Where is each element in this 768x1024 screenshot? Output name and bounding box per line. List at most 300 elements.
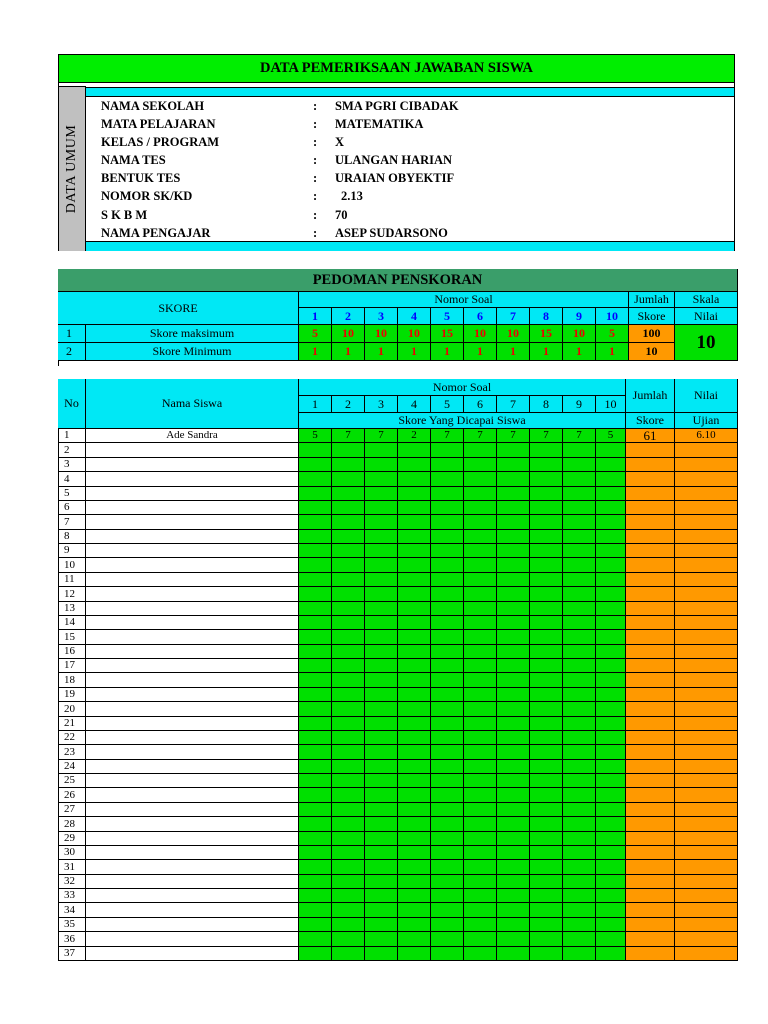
student-score-cell — [596, 717, 626, 731]
student-grade-cell — [675, 817, 738, 832]
achieved-score-header: Skore Yang Dicapai Siswa — [299, 413, 626, 429]
student-score-cell — [365, 487, 398, 501]
guide-score-cell: 1 — [299, 343, 332, 361]
info-colon: : — [313, 226, 318, 240]
student-total-cell — [626, 587, 675, 602]
student-score-cell — [398, 846, 431, 860]
student-score-cell — [596, 788, 626, 803]
student-score-cell — [464, 530, 497, 544]
student-score-cell — [398, 472, 431, 487]
student-total-cell — [626, 688, 675, 702]
student-score-cell — [464, 846, 497, 860]
guide-score-cell: 10 — [332, 325, 365, 343]
question-number-header: 4 — [398, 396, 431, 413]
student-score-cell — [497, 501, 530, 515]
student-score-cell — [365, 602, 398, 616]
student-score-cell — [530, 760, 563, 774]
student-row-number: 29 — [58, 832, 86, 846]
cyan-band-bottom — [86, 241, 734, 251]
student-score-cell — [332, 472, 365, 487]
info-label: NAMA SEKOLAH — [101, 99, 205, 113]
student-score-cell — [299, 860, 332, 875]
student-score-cell — [365, 889, 398, 903]
student-score-cell — [596, 745, 626, 760]
student-score-cell — [596, 530, 626, 544]
student-score-cell — [332, 602, 365, 616]
student-grade-cell — [675, 458, 738, 472]
student-score-cell — [563, 832, 596, 846]
student-score-cell — [563, 745, 596, 760]
student-score-cell — [299, 573, 332, 587]
student-score-cell — [497, 788, 530, 803]
student-row-number: 34 — [58, 903, 86, 918]
student-score-cell — [365, 702, 398, 717]
student-grade-cell — [675, 760, 738, 774]
student-name-cell — [86, 472, 299, 487]
student-score-cell — [563, 501, 596, 515]
student-score-cell — [398, 558, 431, 573]
question-number-header: 10 — [596, 396, 626, 413]
student-name-cell — [86, 875, 299, 889]
student-score-cell — [332, 788, 365, 803]
student-score-cell — [332, 932, 365, 947]
student-score-cell — [365, 947, 398, 961]
question-number-header: 6 — [464, 308, 497, 325]
student-score-cell — [530, 688, 563, 702]
student-score-cell — [596, 832, 626, 846]
student-score-cell — [530, 573, 563, 587]
student-score-cell — [398, 587, 431, 602]
student-score-cell — [398, 544, 431, 558]
student-score-cell — [299, 788, 332, 803]
student-score-cell — [299, 903, 332, 918]
student-row-number: 31 — [58, 860, 86, 875]
question-number-header: 3 — [365, 396, 398, 413]
student-grade-cell — [675, 903, 738, 918]
info-label: BENTUK TES — [101, 171, 181, 185]
cyan-band-top — [86, 87, 734, 97]
student-total-cell: 61 — [626, 429, 675, 443]
student-score-cell — [464, 443, 497, 458]
student-score-cell — [497, 673, 530, 688]
student-score-cell — [431, 558, 464, 573]
student-score-cell — [596, 875, 626, 889]
student-score-cell — [563, 918, 596, 932]
student-score-cell — [530, 860, 563, 875]
student-total-cell — [626, 630, 675, 645]
student-row-number: 23 — [58, 745, 86, 760]
student-score-cell — [596, 817, 626, 832]
student-total-cell — [626, 788, 675, 803]
student-grade-cell — [675, 659, 738, 673]
student-score-cell — [398, 731, 431, 745]
student-score-cell — [464, 602, 497, 616]
student-row-number: 32 — [58, 875, 86, 889]
student-grade-cell — [675, 731, 738, 745]
student-score-cell — [299, 832, 332, 846]
student-score-cell — [497, 573, 530, 587]
student-score-cell — [431, 932, 464, 947]
question-number-header: 6 — [464, 396, 497, 413]
student-grade-cell — [675, 918, 738, 932]
student-total-cell — [626, 501, 675, 515]
student-score-cell — [464, 947, 497, 961]
student-score-cell — [332, 903, 365, 918]
student-score-cell — [530, 903, 563, 918]
student-score-cell — [299, 774, 332, 788]
student-score-cell — [530, 817, 563, 832]
student-score-cell — [464, 832, 497, 846]
student-grade-cell: 6.10 — [675, 429, 738, 443]
info-label: NAMA TES — [101, 153, 166, 167]
student-row-number: 30 — [58, 846, 86, 860]
student-row-number: 15 — [58, 630, 86, 645]
student-score-cell — [365, 745, 398, 760]
student-total-cell — [626, 860, 675, 875]
student-score-cell — [332, 745, 365, 760]
student-row-number: 4 — [58, 472, 86, 487]
student-score-cell — [464, 889, 497, 903]
student-score-cell — [398, 760, 431, 774]
student-score-cell — [530, 602, 563, 616]
guide-score-cell: 10 — [464, 325, 497, 343]
student-score-cell — [497, 846, 530, 860]
guide-score-cell: 1 — [530, 343, 563, 361]
student-grade-cell — [675, 515, 738, 530]
student-score-cell — [299, 875, 332, 889]
student-name-cell — [86, 558, 299, 573]
student-score-cell — [365, 458, 398, 472]
guide-score-cell: 10 — [563, 325, 596, 343]
sheet-title: DATA PEMERIKSAAN JAWABAN SISWA — [59, 55, 734, 83]
student-name-cell: Ade Sandra — [86, 429, 299, 443]
student-total-cell — [626, 846, 675, 860]
guide-row-label: Skore Minimum — [86, 343, 299, 361]
student-score-cell — [365, 788, 398, 803]
info-colon: : — [313, 117, 318, 131]
student-score-cell — [464, 673, 497, 688]
student-score-cell — [563, 760, 596, 774]
student-score-cell — [431, 544, 464, 558]
student-score-cell — [365, 515, 398, 530]
student-score-cell — [365, 530, 398, 544]
info-colon: : — [313, 153, 318, 167]
student-score-cell — [497, 472, 530, 487]
student-score-cell — [431, 817, 464, 832]
student-score-cell — [497, 932, 530, 947]
jumlah-header: Jumlah — [626, 379, 675, 413]
student-score-cell — [530, 832, 563, 846]
student-name-cell — [86, 846, 299, 860]
skore-subheader: Skore — [629, 308, 675, 325]
student-score-cell — [464, 745, 497, 760]
student-name-cell — [86, 788, 299, 803]
student-score-cell — [299, 817, 332, 832]
student-grade-cell — [675, 774, 738, 788]
student-score-cell — [431, 903, 464, 918]
student-score-cell — [497, 458, 530, 472]
student-grade-cell — [675, 745, 738, 760]
student-score-cell — [464, 774, 497, 788]
student-score-cell — [464, 918, 497, 932]
student-score-cell — [530, 558, 563, 573]
student-score-cell — [332, 846, 365, 860]
student-score-cell — [365, 846, 398, 860]
student-score-cell — [596, 544, 626, 558]
skala-header: Skala — [675, 292, 738, 308]
student-score-cell — [398, 803, 431, 817]
student-score-cell — [332, 616, 365, 630]
student-row-number: 3 — [58, 458, 86, 472]
student-grade-cell — [675, 530, 738, 544]
student-score-cell — [530, 932, 563, 947]
student-total-cell — [626, 645, 675, 659]
guide-score-cell: 10 — [497, 325, 530, 343]
student-score-cell — [596, 688, 626, 702]
student-grade-cell — [675, 616, 738, 630]
student-score-cell — [398, 688, 431, 702]
student-score-cell — [497, 530, 530, 544]
student-score-cell — [596, 616, 626, 630]
student-score-cell — [530, 530, 563, 544]
student-score-cell — [563, 616, 596, 630]
student-name-cell — [86, 544, 299, 558]
student-score-cell — [497, 688, 530, 702]
student-score-cell — [431, 717, 464, 731]
info-colon: : — [313, 208, 318, 222]
student-score-cell — [464, 817, 497, 832]
student-score-cell — [299, 602, 332, 616]
student-total-cell — [626, 832, 675, 846]
student-score-cell — [563, 788, 596, 803]
guide-score-cell: 1 — [431, 343, 464, 361]
student-name-cell — [86, 487, 299, 501]
guide-score-cell: 1 — [596, 343, 629, 361]
info-colon: : — [313, 189, 318, 203]
student-score-cell — [596, 443, 626, 458]
student-score-cell — [431, 443, 464, 458]
info-value: X — [335, 135, 345, 149]
student-score-cell — [464, 458, 497, 472]
student-score-cell — [596, 731, 626, 745]
student-row-number: 8 — [58, 530, 86, 544]
student-score-cell — [431, 832, 464, 846]
student-score-cell — [530, 889, 563, 903]
question-number-header: 10 — [596, 308, 629, 325]
student-score-cell — [464, 702, 497, 717]
student-score-cell — [332, 573, 365, 587]
student-name-cell — [86, 458, 299, 472]
student-score-cell — [365, 587, 398, 602]
student-score-cell — [332, 947, 365, 961]
student-score-cell — [398, 602, 431, 616]
student-total-cell — [626, 875, 675, 889]
student-score-cell: 5 — [596, 429, 626, 443]
student-score-cell — [431, 889, 464, 903]
student-total-cell — [626, 918, 675, 932]
student-score-cell — [299, 673, 332, 688]
student-score-cell — [332, 832, 365, 846]
student-score-cell — [431, 702, 464, 717]
student-score-cell — [398, 932, 431, 947]
question-number-header: 5 — [431, 396, 464, 413]
student-total-cell — [626, 472, 675, 487]
student-grade-cell — [675, 717, 738, 731]
ujian-header: Ujian — [675, 413, 738, 429]
student-score-cell — [332, 918, 365, 932]
student-score-cell — [299, 515, 332, 530]
student-score-cell — [530, 472, 563, 487]
general-data-panel — [58, 54, 735, 251]
student-score-cell — [563, 803, 596, 817]
student-score-cell — [563, 846, 596, 860]
info-label: NAMA PENGAJAR — [101, 226, 211, 240]
guide-score-cell: 1 — [563, 343, 596, 361]
student-row-number: 33 — [58, 889, 86, 903]
info-value: ASEP SUDARSONO — [335, 226, 448, 240]
student-score-cell — [365, 774, 398, 788]
student-score-cell — [563, 630, 596, 645]
student-total-cell — [626, 803, 675, 817]
student-row-number: 19 — [58, 688, 86, 702]
student-score-cell — [299, 846, 332, 860]
no-header: No — [58, 379, 86, 429]
student-score-cell — [398, 630, 431, 645]
student-name-cell — [86, 602, 299, 616]
student-score-cell — [299, 889, 332, 903]
question-number-header: 9 — [563, 308, 596, 325]
student-grade-cell — [675, 947, 738, 961]
student-grade-cell — [675, 846, 738, 860]
student-score-cell: 7 — [464, 429, 497, 443]
info-label: NOMOR SK/KD — [101, 189, 193, 203]
student-score-cell — [563, 875, 596, 889]
student-score-cell — [431, 458, 464, 472]
student-score-cell — [530, 443, 563, 458]
student-score-cell — [464, 803, 497, 817]
student-score-cell: 5 — [299, 429, 332, 443]
student-name-cell — [86, 673, 299, 688]
student-score-cell — [299, 645, 332, 659]
student-score-cell — [332, 630, 365, 645]
student-score-cell — [365, 544, 398, 558]
student-score-cell — [530, 774, 563, 788]
student-score-cell — [431, 803, 464, 817]
student-score-cell — [596, 602, 626, 616]
student-score-cell — [497, 903, 530, 918]
student-score-cell — [497, 745, 530, 760]
jumlah-header: Jumlah — [629, 292, 675, 308]
student-grade-cell — [675, 803, 738, 817]
student-score-cell — [299, 487, 332, 501]
student-score-cell — [398, 616, 431, 630]
student-total-cell — [626, 616, 675, 630]
student-score-cell — [464, 875, 497, 889]
student-grade-cell — [675, 472, 738, 487]
student-total-cell — [626, 760, 675, 774]
student-score-cell — [464, 501, 497, 515]
student-score-cell — [299, 630, 332, 645]
student-score-cell — [563, 717, 596, 731]
student-score-cell — [398, 903, 431, 918]
question-number-header: 7 — [497, 308, 530, 325]
student-score-cell — [464, 932, 497, 947]
student-score-cell — [332, 443, 365, 458]
student-score-cell — [563, 659, 596, 673]
student-score-cell — [530, 702, 563, 717]
student-score-cell — [563, 702, 596, 717]
student-score-cell — [563, 903, 596, 918]
student-score-cell — [365, 472, 398, 487]
student-row-number: 35 — [58, 918, 86, 932]
student-score-cell — [332, 731, 365, 745]
student-score-cell — [530, 947, 563, 961]
scale-value-cell: 10 — [675, 325, 738, 361]
student-score-cell: 7 — [365, 429, 398, 443]
student-total-cell — [626, 903, 675, 918]
student-row-number: 37 — [58, 947, 86, 961]
student-score-cell — [530, 501, 563, 515]
student-score-cell — [596, 889, 626, 903]
student-score-cell — [497, 774, 530, 788]
student-score-cell — [365, 918, 398, 932]
student-score-cell — [530, 645, 563, 659]
student-score-cell — [365, 860, 398, 875]
student-score-cell — [332, 645, 365, 659]
student-score-cell — [464, 860, 497, 875]
student-grade-cell — [675, 544, 738, 558]
student-score-cell — [464, 731, 497, 745]
student-score-cell — [596, 702, 626, 717]
student-score-cell: 7 — [497, 429, 530, 443]
student-score-cell — [332, 587, 365, 602]
student-score-cell — [464, 645, 497, 659]
student-score-cell — [365, 573, 398, 587]
guide-score-cell: 15 — [530, 325, 563, 343]
student-score-cell — [497, 487, 530, 501]
guide-score-cell: 15 — [431, 325, 464, 343]
student-score-cell — [365, 659, 398, 673]
student-score-cell — [332, 860, 365, 875]
student-name-cell — [86, 745, 299, 760]
student-score-cell — [563, 947, 596, 961]
side-label-box — [59, 86, 86, 251]
student-score-cell — [332, 803, 365, 817]
student-score-cell — [530, 515, 563, 530]
question-number-header: 4 — [398, 308, 431, 325]
name-header: Nama Siswa — [86, 379, 299, 429]
student-score-cell — [299, 558, 332, 573]
student-score-cell — [398, 745, 431, 760]
student-score-cell — [464, 630, 497, 645]
student-score-cell — [596, 659, 626, 673]
student-total-cell — [626, 673, 675, 688]
student-score-cell — [596, 515, 626, 530]
student-score-cell — [464, 717, 497, 731]
student-row-number: 18 — [58, 673, 86, 688]
student-score-cell — [431, 745, 464, 760]
question-number-header: 7 — [497, 396, 530, 413]
student-score-cell — [332, 487, 365, 501]
student-score-cell — [563, 731, 596, 745]
student-score-cell — [596, 573, 626, 587]
student-score-cell — [497, 817, 530, 832]
student-score-cell — [299, 803, 332, 817]
student-score-cell — [563, 673, 596, 688]
student-score-cell — [398, 659, 431, 673]
student-score-cell — [596, 472, 626, 487]
student-score-cell — [464, 688, 497, 702]
